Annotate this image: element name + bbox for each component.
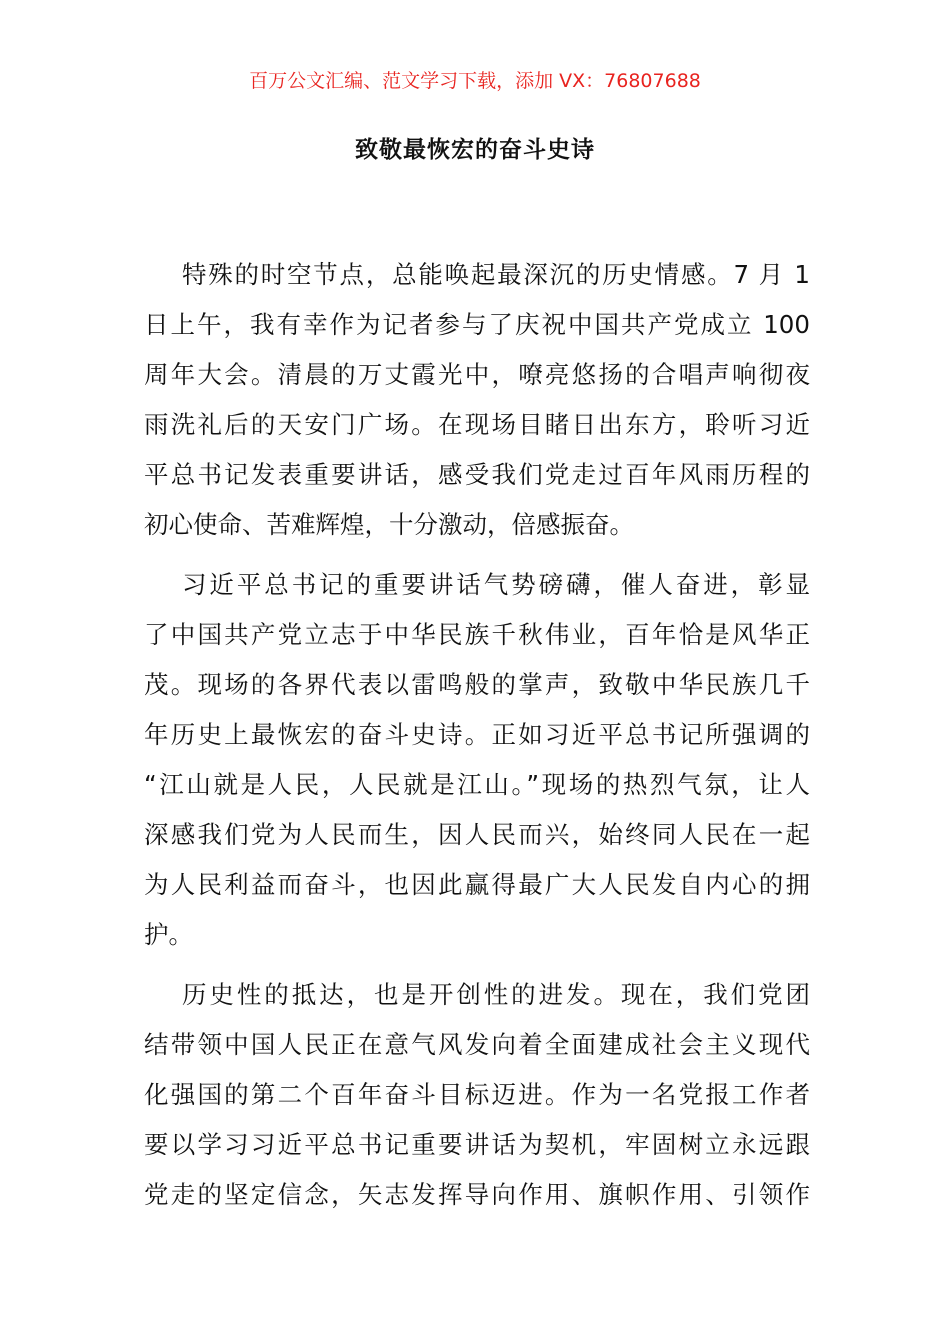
text-line: 特殊的时空节点，总能唤起最深沉的历史情感。7 月 1 — [182, 260, 810, 289]
text-line: 化强国的第二个百年奋斗目标迈进。作为一名党报工作者 — [144, 1080, 810, 1109]
text-line: 结带领中国人民正在意气风发向着全面建成社会主义现代 — [144, 1030, 810, 1059]
text-line: 为人民利益而奋斗，也因此赢得最广大人民发自内心的拥 — [144, 870, 810, 899]
paragraph-2 — [144, 560, 810, 960]
text-line: 平总书记发表重要讲话，感受我们党走过百年风雨历程的 — [144, 460, 810, 489]
text-line: 习近平总书记的重要讲话气势磅礴，催人奋进，彰显 — [182, 570, 810, 599]
text-line: 初心使命、苦难辉煌，十分激动，倍感振奋。 — [144, 510, 634, 539]
text-line: 年历史上最恢宏的奋斗史诗。正如习近平总书记所强调的 — [144, 720, 810, 749]
text-line: 护。 — [144, 920, 193, 949]
text-line: 日上午，我有幸作为记者参与了庆祝中国共产党成立 100 — [144, 310, 810, 339]
text-line: 了中国共产党立志于中华民族千秋伟业，百年恰是风华正 — [144, 620, 810, 649]
text-line: “江山就是人民，人民就是江山。”现场的热烈气氛，让人 — [144, 770, 810, 799]
text-line: 茂。现场的各界代表以雷鸣般的掌声，致敬中华民族几千 — [144, 670, 810, 699]
paragraph-3 — [144, 970, 810, 1220]
text-line: 历史性的抵达，也是开创性的进发。现在，我们党团 — [182, 980, 810, 1009]
text-line: 雨洗礼后的天安门广场。在现场目睹日出东方，聆听习近 — [144, 410, 810, 439]
text-line: 周年大会。清晨的万丈霞光中，嘹亮悠扬的合唱声响彻夜 — [144, 360, 810, 389]
text-line: 深感我们党为人民而生，因人民而兴，始终同人民在一起 — [144, 820, 810, 849]
text-line: 要以学习习近平总书记重要讲话为契机，牢固树立永远跟 — [144, 1130, 810, 1159]
text-line: 党走的坚定信念，矢志发挥导向作用、旗帜作用、引领作 — [144, 1180, 810, 1209]
document-title: 致敬最恢宏的奋斗史诗 — [355, 136, 595, 163]
document-body — [144, 250, 810, 1230]
header-watermark-note: 百万公文汇编、范文学习下载，添加 VX：76807688 — [249, 70, 701, 92]
paragraph-1 — [144, 250, 810, 550]
